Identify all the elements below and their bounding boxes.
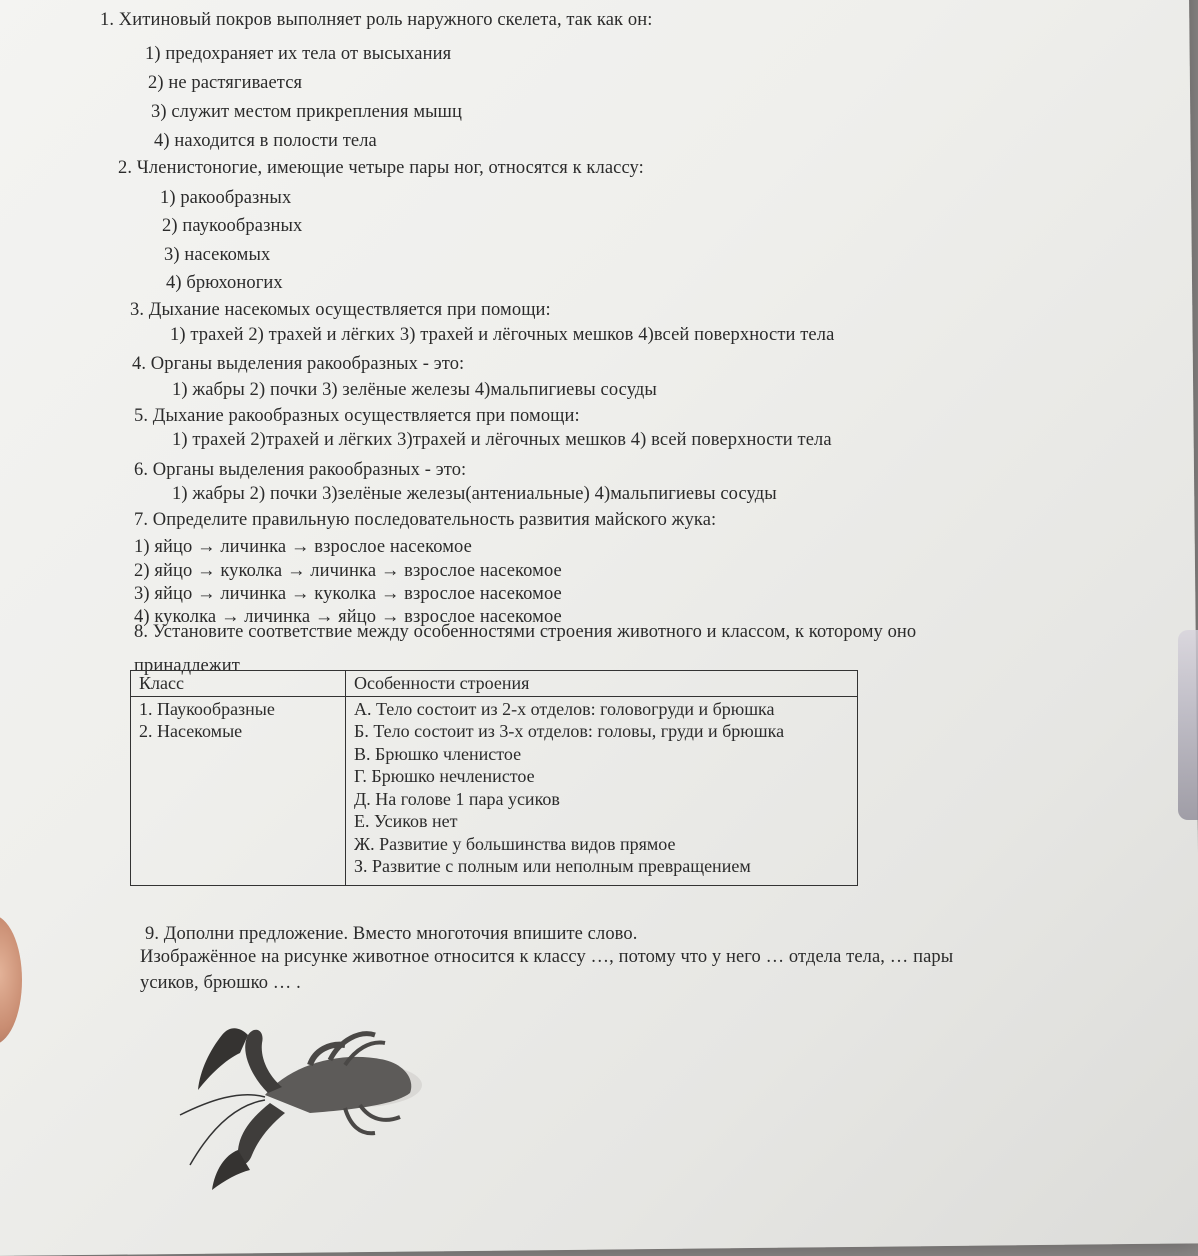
q3-options: 1) трахей 2) трахей и лёгких 3) трахей и лёгочных мешков 4)всей поверхности тела bbox=[170, 325, 835, 345]
matching-table bbox=[130, 670, 858, 886]
feature-item: Б. Тело состоит из 3-х отделов: головы, груди и брюшка bbox=[354, 721, 785, 741]
feature-item: З. Развитие с полным или неполным превращением bbox=[354, 856, 751, 876]
feature-item: Г. Брюшко нечленистое bbox=[354, 766, 535, 786]
q2-option-4: 4) брюхоногих bbox=[166, 273, 283, 293]
feature-item: Ж. Развитие у большинства видов прямое bbox=[354, 833, 676, 854]
question-9-line-1: Изображённое на рисунке животное относится к классу …, потому что у него … отдела тела, … пары bbox=[140, 947, 954, 967]
q2-option-2: 2) паукообразных bbox=[162, 216, 303, 236]
q1-option-4: 4) находится в полости тела bbox=[154, 131, 377, 151]
q1-option-3: 3) служит местом прикрепления мышц bbox=[151, 102, 462, 122]
question-8-title: 8. Установите соответствие между особенностями строения животного и классом, к которому оно bbox=[134, 622, 917, 642]
q7-option-4: 4) куколка → личинка → яйцо → взрослое насекомое bbox=[134, 607, 562, 627]
q7-option-1: 1) яйцо → личинка → взрослое насекомое bbox=[134, 537, 472, 557]
q7-option-2: 2) яйцо → куколка → личинка → взрослое насекомое bbox=[134, 561, 562, 581]
question-2-title: 2. Членистоногие, имеющие четыре пары ног, относятся к классу: bbox=[118, 158, 644, 178]
question-7-title: 7. Определите правильную последовательность развития майского жука: bbox=[134, 510, 717, 530]
q6-options: 1) жабры 2) почки 3)зелёные железы(антениальные) 4)мальпигиевы сосуды bbox=[172, 484, 777, 504]
question-9-title: 9. Дополни предложение. Вместо многоточия впишите слово. bbox=[145, 924, 638, 944]
crayfish-illustration bbox=[170, 1005, 430, 1200]
question-3-title: 3. Дыхание насекомых осуществляется при помощи: bbox=[130, 300, 551, 320]
table-features-cell bbox=[346, 696, 858, 886]
question-4-title: 4. Органы выделения ракообразных - это: bbox=[132, 354, 465, 374]
question-6-title: 6. Органы выделения ракообразных - это: bbox=[134, 460, 467, 480]
q2-option-3: 3) насекомых bbox=[164, 245, 271, 265]
question-9-line-2: усиков, брюшко … . bbox=[140, 973, 301, 993]
q1-option-1: 1) предохраняет их тела от высыхания bbox=[145, 44, 452, 64]
feature-item: В. Брюшко членистое bbox=[354, 743, 522, 764]
question-8-title-cont: принадлежит bbox=[134, 656, 240, 676]
q4-options: 1) жабры 2) почки 3) зелёные железы 4)мальпигиевы сосуды bbox=[172, 380, 657, 400]
q1-option-2: 2) не растягивается bbox=[148, 73, 303, 93]
class-item: 1. Паукообразные bbox=[139, 698, 275, 719]
table-header-features: Особенности строения bbox=[346, 671, 858, 697]
background-object bbox=[1178, 630, 1198, 820]
feature-item: Д. На голове 1 пара усиков bbox=[354, 788, 560, 809]
feature-item: Е. Усиков нет bbox=[354, 811, 458, 831]
question-1-title: 1. Хитиновый покров выполняет роль наружного скелета, так как он: bbox=[100, 10, 653, 30]
q2-option-1: 1) ракообразных bbox=[160, 188, 292, 208]
question-5-title: 5. Дыхание ракообразных осуществляется при помощи: bbox=[134, 406, 580, 426]
q5-options: 1) трахей 2)трахей и лёгких 3)трахей и лёгочных мешков 4) всей поверхности тела bbox=[172, 430, 832, 450]
table-header-class: Класс bbox=[131, 671, 346, 697]
class-item: 2. Насекомые bbox=[139, 721, 243, 741]
table-classes-cell bbox=[131, 696, 346, 886]
feature-item: А. Тело состоит из 2-х отделов: головогруди и брюшка bbox=[354, 698, 775, 719]
q7-option-3: 3) яйцо → личинка → куколка → взрослое насекомое bbox=[134, 584, 562, 604]
